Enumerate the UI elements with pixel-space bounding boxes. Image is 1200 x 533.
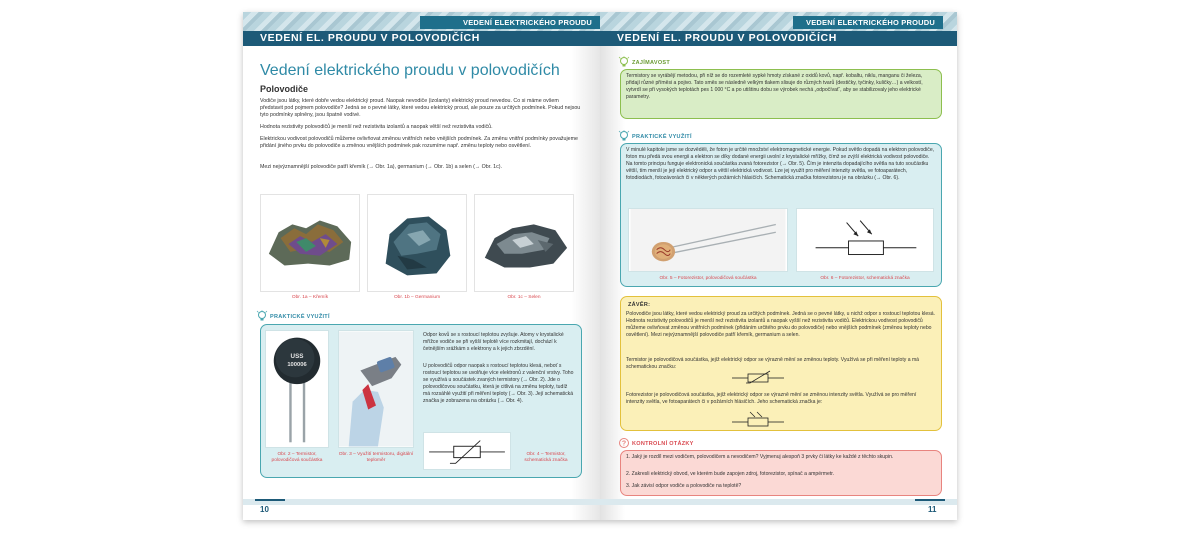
chapter-tab: VEDENÍ ELEKTRICKÉHO PROUDU: [420, 16, 600, 29]
caption-photoresistor-symbol: Obr. 6 – Fotorezistor, schematická značka: [820, 276, 910, 281]
footer-accent: [915, 499, 945, 501]
paragraph-1: Vodiče jsou látky, které dobře vedou elektrický proud. Naopak nevodiče (izolanty) elektrický proud nevedou. Co si máme ovšem představit pod pojmem polovodiče? Jedná se o pevné látky, které vedou elektrický proud, ale pouze za určitých podmínek. Pokud nejsou tyto podmínky splněny, jsou špatně vodivé.: [260, 98, 581, 119]
photoresistor-symbol: [730, 411, 786, 427]
page-title: Vedení elektrického proudu v polovodičích: [260, 62, 560, 79]
chapter-tab: VEDENÍ ELEKTRICKÉHO PROUDU: [793, 16, 943, 29]
caption-thermometer: Obr. 3 – Využití termistoru, digitální teploměr: [338, 452, 414, 463]
questions-label: KONTROLNÍ OTÁZKY: [632, 441, 694, 447]
thermistor-image: [265, 330, 329, 448]
lightbulb-icon: [256, 310, 268, 322]
germanium-image: [367, 194, 467, 292]
paragraph-2: Hodnota rezistivity polovodičů je menší než rezistivita izolantů a naopak větší než rezistivita vodičů.: [260, 124, 493, 130]
fact-label: ZAJÍMAVOST: [632, 60, 671, 66]
caption-germanium: Obr. 1b – Germanium: [393, 295, 441, 300]
conclusion-text-3: Fotorezistor je polovodičová součástka, jejíž elektrický odpor se výrazně mění se změnou intenzity světla. Využívá se pro měření intenzity světla, ve fotoaparátech či v požárních hlásičích. Jeho schematická značka je:: [626, 392, 917, 405]
right-page: [600, 12, 957, 520]
page-number: 11: [928, 505, 937, 514]
footer-band: [600, 499, 957, 505]
paragraph-4: Mezi nejvýznamnější polovodiče patří křemík (→ Obr. 1a), germanium (→ Obr. 1b) a selen (→ Obr. 1c).: [260, 164, 502, 170]
practical-text-2: U polovodičů odpor naopak s rostoucí teplotou klesá, neboť s rostoucí teplotou se uvolňuje více elektronů z valenční vrstvy. Toho se využívá u součástek zvaných termistory (→ Obr. 2). Jde o polovodičovou součástku, která je citlivá na změnu teploty, tudíž má rozsáhlé využití při měření teploty (→ Obr. 3). Její schematická značka je zobrazena na obrázku (→ Obr. 4).: [423, 363, 574, 404]
subheading: Polovodiče: [260, 84, 309, 94]
practical-text: V minulé kapitole jsme se dozvěděli, že foton je určité množství elektromagnetické energie. Pokud světlo dopadá na elektron polovodiče, foton mu předá svou energii a elektron se díky dodané energii uvolní z krystalické mřížky, čímž se zvýší elektrická vodivost polovodiče. Na tomto principu funguje elektronická součástka zvaná fotorezistor (→ Obr. 5). Čím je intenzita dopadajícího světla na tuto součástku větší, tím menší je její elektrický odpor a větší elektrická vodivost. Lze jej využít pro měření intenzity světla, ve fotoaparátech, fotodiodách, fotozávorách či v některých požárních hlásičích. Schematická značka fotorezistoru je na obrázku (→ Obr. 6).: [626, 147, 935, 181]
lightbulb-icon: [618, 130, 630, 142]
caption-thermistor: Obr. 2 – Termistor, polovodičová součástka: [271, 452, 323, 463]
footer-band: [243, 499, 600, 505]
question-3: 3. Jak závisí odpor vodiče a polovodiče na teplotě?: [626, 483, 742, 489]
practical-text-1: Odpor kovů se s rostoucí teplotou zvyšuje. Atomy v krystalické mřížce vodiče se při vyšší teplotě více rozkmitají, dochází k četnějším srážkám s elektrony a k jejich zbrzdění.: [423, 332, 564, 352]
selenium-image: [474, 194, 574, 292]
practical-label: PRAKTICKÉ VYUŽITÍ: [270, 314, 330, 320]
footer-accent: [255, 499, 285, 501]
question-icon: [618, 437, 630, 449]
caption-selenium: Obr. 1c – Selen: [507, 295, 541, 300]
section-title-bar: VEDENÍ EL. PROUDU V POLOVODIČÍCH: [600, 31, 957, 46]
caption-silicon: Obr. 1a – Křemík: [291, 295, 329, 300]
photoresistor-symbol-image: [796, 208, 934, 272]
fact-text: Termistory se vyrábějí metodou, při níž se do rozemleté sypké hmoty získané z oxidů kovů, např. kobaltu, niklu, manganu či železa, přidají různé příměsi a pojivo. Tato směs se následně velkým tlakem slisuje do různých tvarů (destičky, tyčinky, kuličky…) a velkostí, vytvrdí se při vysokých teplotách pes 1 000 °C a po utištinu dobu se výrobek nechá „odpočívat“, aby se stabilizovaly jeho elektrické parametry.: [626, 73, 923, 100]
photoresistor-image: [628, 208, 788, 272]
conclusion-text-1: Polovodiče jsou látky, které vedou elektrický proud za určitých podmínek. Jedná se o pevné látky, u nichž odpor s rostoucí teplotou klesá. Hodnota rezistivity polovodičů je menší než rezistivita izolantů a naopak vyšší než rezistivita vodičů. Elektrickou vodivost polovodičů můžeme ovlivňovat změnou vnitřních podmínek (přidáním určitého prvku do polovodiče) nebo vnějších podmínek (změnou teploty nebo osvětlení). Mezi nejvýznamnější polovodiče patří křemík, germanium a selen.: [626, 311, 935, 338]
thermometer-image: [338, 330, 414, 448]
page-number: 10: [260, 505, 269, 514]
thermistor-symbol: [730, 370, 786, 384]
silicon-image: [260, 194, 360, 292]
svg-text:USS: USS: [290, 353, 304, 360]
svg-text:?: ?: [621, 440, 627, 448]
caption-photoresistor: Obr. 5 – Fotorezistor, polovodičová součástka: [659, 276, 757, 281]
practical-label: PRAKTICKÉ VYUŽITÍ: [632, 134, 692, 140]
thermistor-symbol-image: [423, 432, 511, 470]
question-1: 1. Jaký je rozdíl mezi vodičem, polovodičem a nevodičem? Vyjmenuj alespoň 3 prvky či látky ke každé z těchto skupin.: [626, 454, 894, 460]
question-2: 2. Zakresli elektrický obvod, ve kterém bude zapojen zdroj, fotorezistor, spínač a ampérmetr.: [626, 471, 835, 477]
section-title-bar: VEDENÍ EL. PROUDU V POLOVODIČÍCH: [243, 31, 600, 46]
left-page: [243, 12, 600, 520]
svg-text:100006: 100006: [287, 361, 307, 368]
caption-thermistor-symbol: Obr. 4 – Termistor, schematická značka: [524, 452, 568, 463]
conclusion-label: ZÁVĚR:: [628, 302, 651, 308]
lightbulb-icon: [618, 56, 630, 68]
paragraph-3: Elektrickou vodivost polovodičů můžeme ovlivňovat změnou vnitřních nebo vnějších podmínek. Za změnu vnitřní podmínky považujeme přidání jiného prvku do polovodiče a změnou vnějších podmínek pak rozumíme např. změnu teploty nebo osvětlení.: [260, 136, 578, 150]
conclusion-text-2: Termistor je polovodičová součástka, jejíž elektrický odpor se výrazně mění se změnou teploty. Využívá se při měření teploty a má schematickou značku:: [626, 357, 920, 370]
book-spread: [243, 12, 957, 520]
